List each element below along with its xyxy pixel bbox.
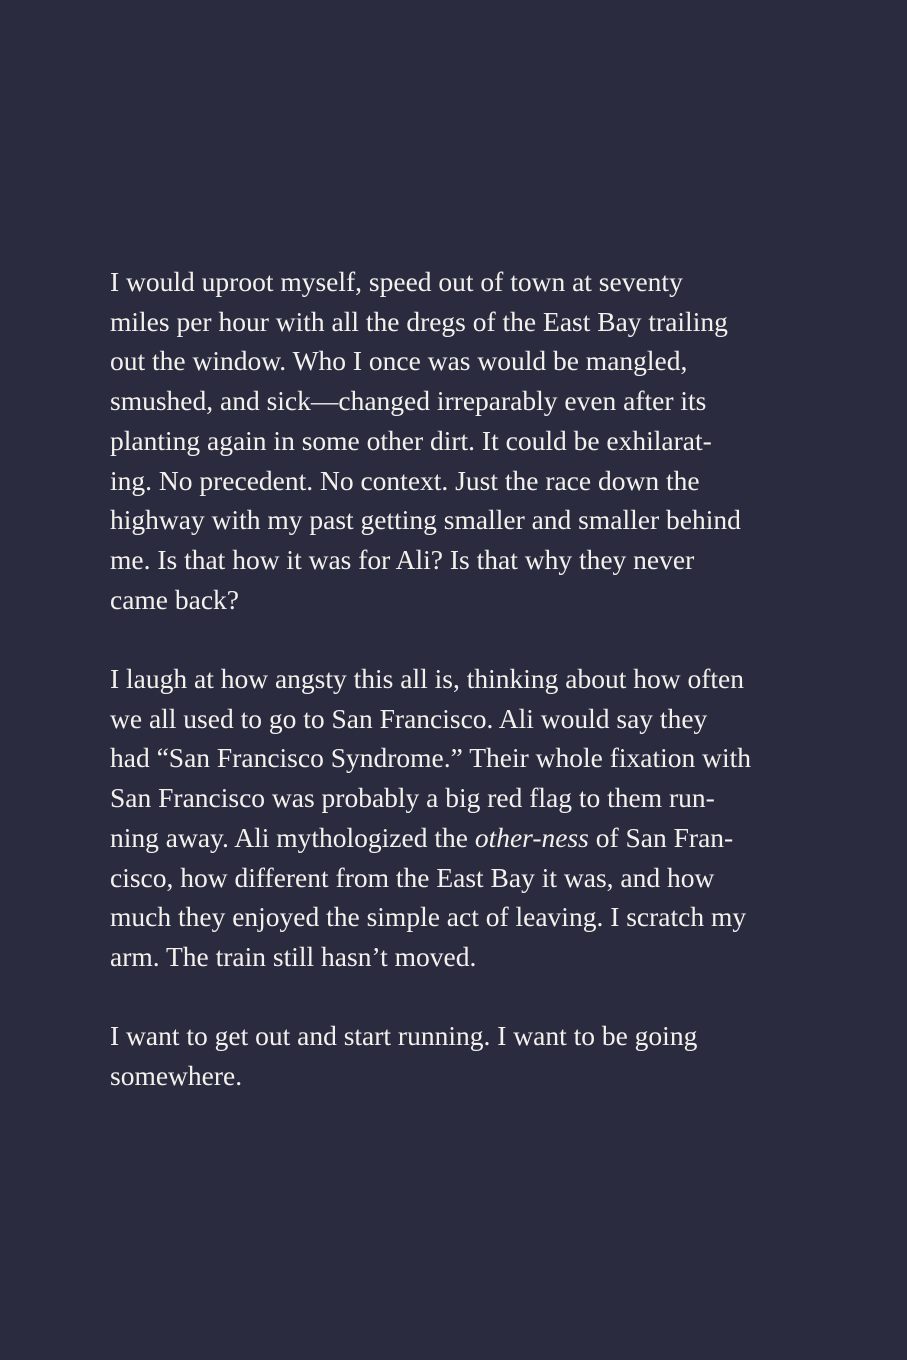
text-line: arm. The train still hasn’t moved. (110, 940, 477, 972)
text-run: of San Fran- (588, 821, 734, 853)
text-line: came back? (110, 583, 240, 615)
paragraph-1 (110, 262, 790, 619)
italic-text-run: other-ness (474, 821, 589, 853)
text-line: me. Is that how it was for Ali? Is that why they never (110, 543, 695, 575)
text-line: cisco, how different from the East Bay it was, and how (110, 861, 715, 893)
paragraph-2 (110, 659, 790, 977)
text-line: I want to get out and start running. I want to be going (110, 1020, 698, 1052)
text-line: ing. No precedent. No context. Just the race down the (110, 464, 700, 496)
text-line: I would uproot myself, speed out of town at seventy (110, 266, 683, 297)
text-line: much they enjoyed the simple act of leaving. I scratch my (110, 901, 747, 933)
text-line: out the window. Who I once was would be mangled, (110, 345, 688, 377)
text-line: we all used to go to San Francisco. Ali would say they (110, 702, 708, 734)
text-line: highway with my past getting smaller and smaller behind (110, 504, 741, 536)
text-line (110, 818, 790, 858)
text-run: ning away. Ali mythologized the (110, 821, 475, 853)
text-line: San Francisco was probably a big red flag to them run- (110, 782, 715, 814)
text-line: miles per hour with all the dregs of the East Bay trailing (110, 305, 728, 337)
text-line: smushed, and sick—changed irreparably even after its (110, 385, 707, 417)
text-line: I laugh at how angsty this all is, thinking about how often (110, 663, 744, 695)
text-line: somewhere. (110, 1060, 243, 1092)
text-line: planting again in some other dirt. It could be exhilarat- (110, 424, 712, 456)
page-body-text (110, 262, 790, 1135)
paragraph-3 (110, 1016, 790, 1095)
text-line: had “San Francisco Syndrome.” Their whole fixation with (110, 742, 752, 774)
